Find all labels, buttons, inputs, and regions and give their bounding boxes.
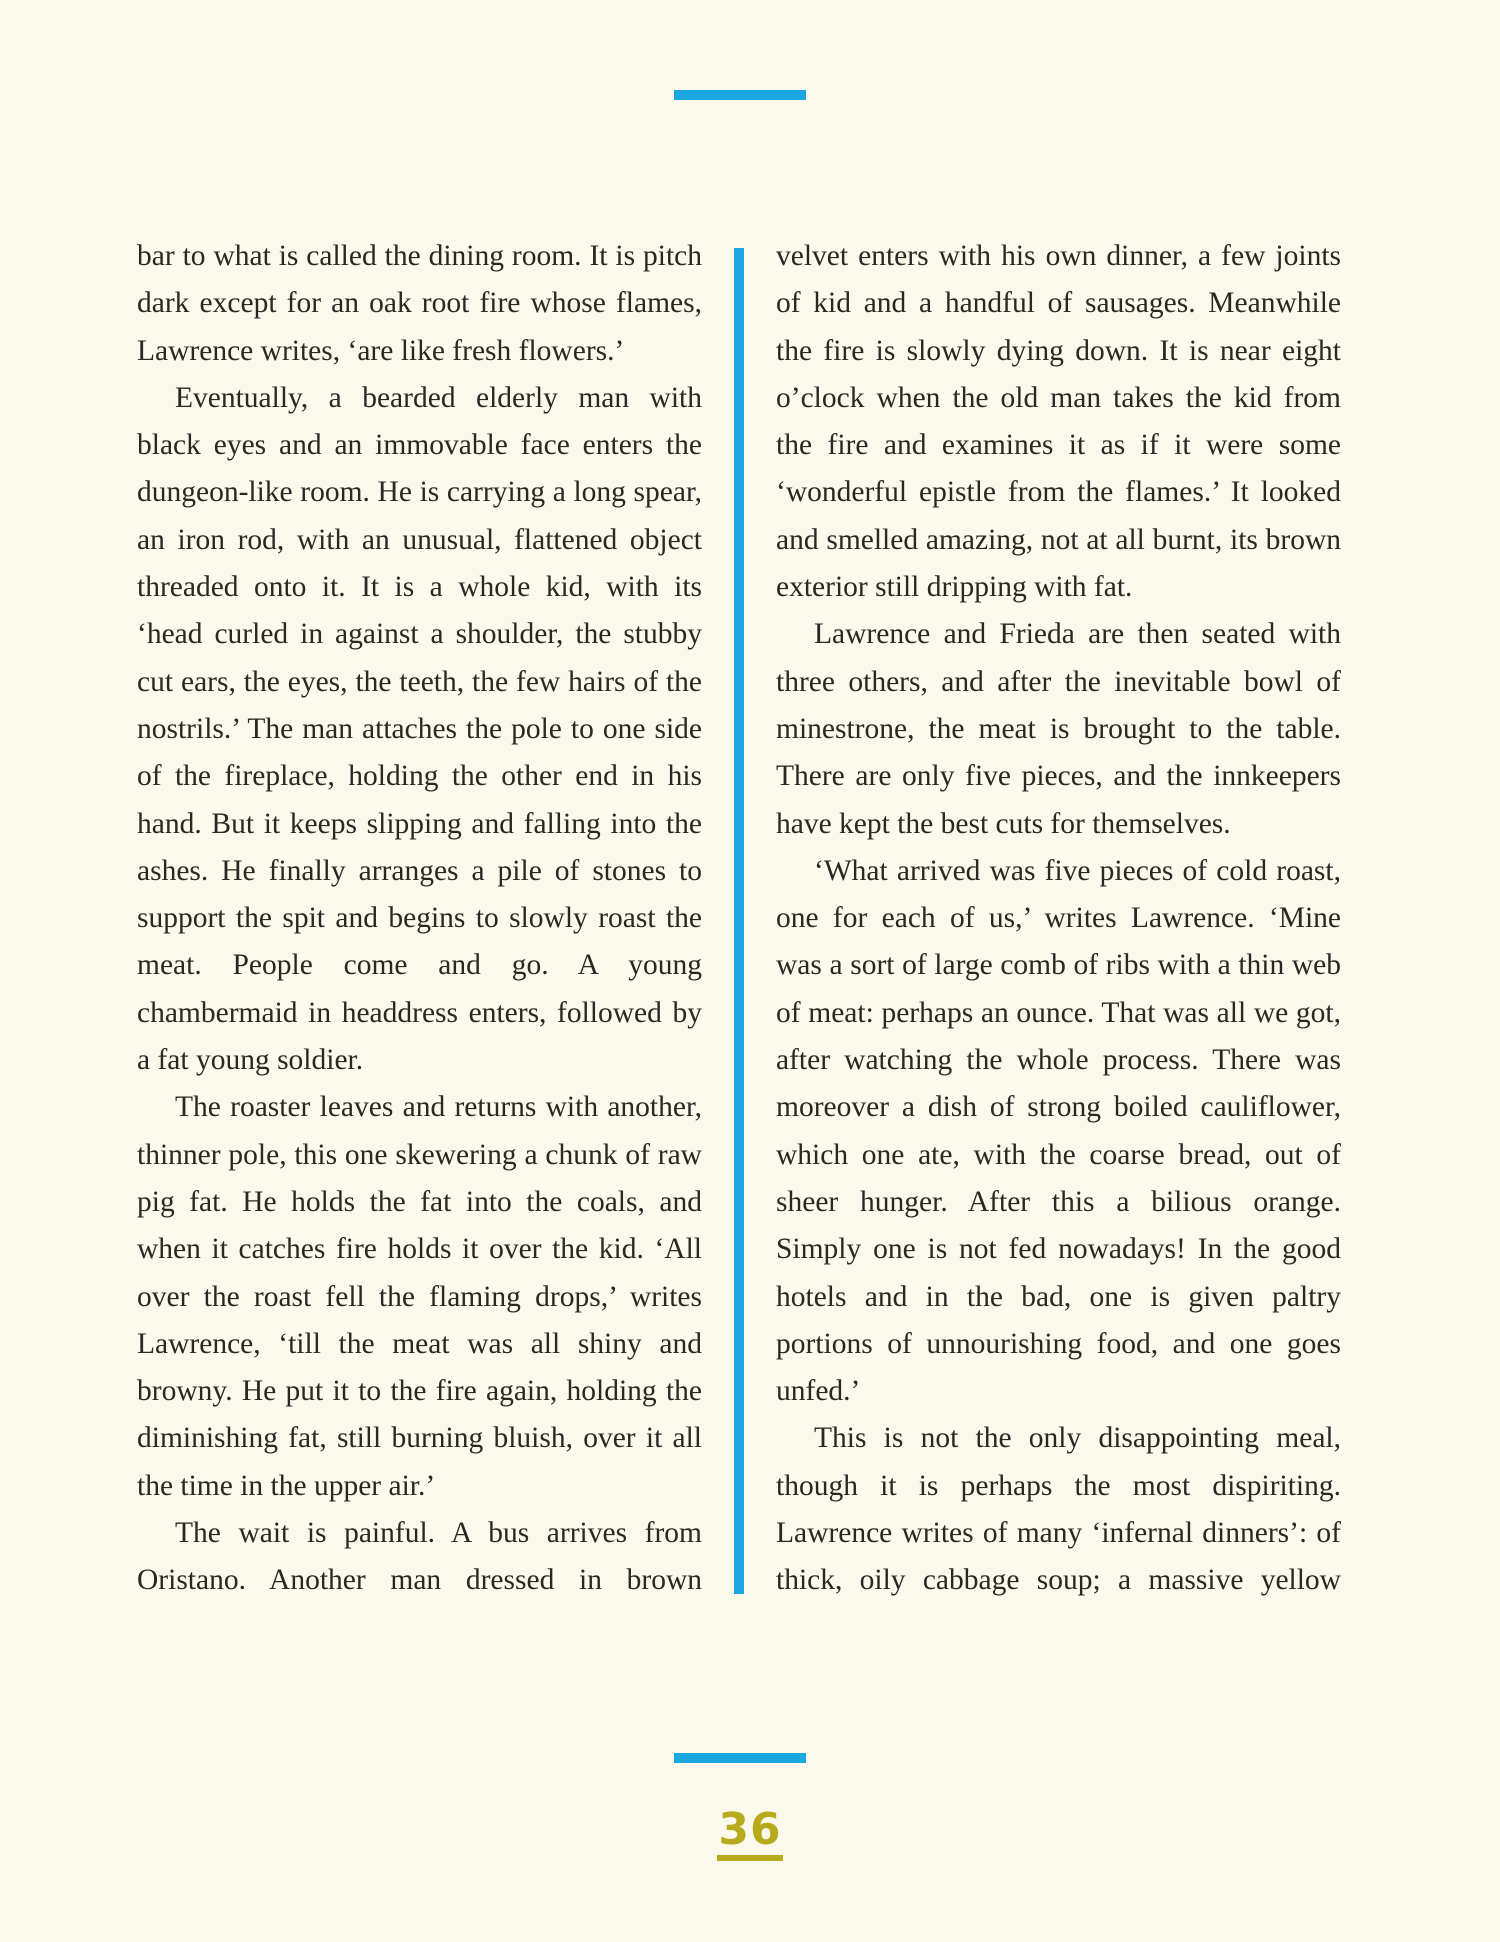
bottom-accent-rule xyxy=(674,1753,806,1763)
left-text-column xyxy=(137,233,702,1605)
paragraph: This is not the only disappointing meal, though it is perhaps the most dispiriting. Lawrence writes of many ‘infernal dinners’: of thick, oily cabbage soup; a massive yellow xyxy=(776,1422,1341,1597)
column-divider xyxy=(734,248,744,1594)
page-number: 36 xyxy=(717,1805,782,1861)
paragraph: ‘What arrived was five pieces of cold roast, one for each of us,’ writes Lawrence. ‘Mine was a sort of large comb of ribs with a thin web of meat: perhaps an ounce. That was all we got, after watching the whole process. There was moreover a dish of strong boiled cauliflower, which one ate, with the coarse bread, out of sheer hunger. After this a bilious orange. Simply one is not fed nowadays! In the good hotels and in the bad, one is given paltry portions of unnourishing food, and one goes unfed.’ xyxy=(776,854,1341,1408)
paragraph: The wait is painful. A bus arrives from Oristano. Another man dressed in brown xyxy=(137,1517,702,1597)
paragraph: Lawrence and Frieda are then seated with three others, and after the inevitable bowl of minestrone, the meat is brought to the table. There are only five pieces, and the innkeepers have kept the best cuts for themselves. xyxy=(776,618,1341,840)
page-number-container xyxy=(0,1805,1500,1861)
paragraph: bar to what is called the dining room. It is pitch dark except for an oak root fire whose flames, Lawrence writes, ‘are like fresh flowers.’ xyxy=(137,240,702,367)
paragraph: Eventually, a bearded elderly man with black eyes and an immovable face enters the dungeon-like room. He is carrying a long spear, an iron rod, with an unusual, flattened object threaded onto it. It is a whole kid, with its ‘head curled in against a shoulder, the stubby cut ears, the eyes, the teeth, the few hairs of the nostrils.’ The man attaches the pole to one side of the fireplace, holding the other end in his hand. But it keeps slipping and falling into the ashes. He finally arranges a pile of stones to support the spit and begins to slowly roast the meat. People come and go. A young chambermaid in headdress enters, followed by a fat young soldier. xyxy=(137,381,702,1077)
paragraph: The roaster leaves and returns with another, thinner pole, this one skewering a chunk of raw pig fat. He holds the fat into the coals, and when it catches fire holds it over the kid. ‘All over the roast fell the flaming drops,’ writes Lawrence, ‘till the meat was all shiny and browny. He put it to the fire again, holding the diminishing fat, still burning bluish, over it all the time in the upper air.’ xyxy=(137,1091,702,1502)
paragraph: velvet enters with his own dinner, a few joints of kid and a handful of sausages. Meanwhile the fire is slowly dying down. It is near eight o’clock when the old man takes the kid from the fire and examines it as if it were some ‘wonderful epistle from the flames.’ It looked and smelled amazing, not at all burnt, its brown exterior still dripping with fat. xyxy=(776,240,1341,604)
right-text-column xyxy=(776,233,1341,1605)
top-accent-rule xyxy=(674,90,806,100)
